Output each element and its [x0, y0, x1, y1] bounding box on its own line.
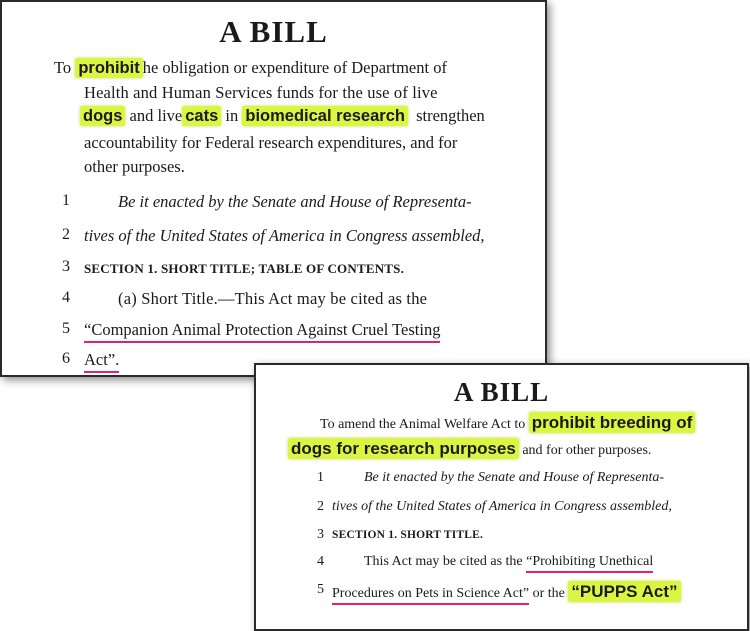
section-heading: SECTION 1. SHORT TITLE. [332, 529, 484, 541]
underline-act-name-end: Act”. [84, 350, 119, 373]
preamble-line-2: dogs for research purposes and for other purposes. [288, 439, 651, 459]
highlight-biomedical-research: biomedical research [242, 106, 408, 126]
line-number: 5 [317, 582, 324, 597]
preamble-line-2: Health and Human Services funds for the use of live [84, 83, 438, 102]
bill-title: A BILL [453, 377, 550, 407]
highlight-dogs-research: dogs for research purposes [288, 438, 519, 459]
line-number: 4 [62, 289, 70, 306]
underline-act-name: “Companion Animal Protection Against Cruel Testing [84, 320, 440, 343]
line-number: 3 [62, 258, 70, 275]
act-name-line-2 [84, 350, 119, 370]
enacting-clause-line-1: Be it enacted by the Senate and House of Representa- [364, 470, 664, 485]
bill-title: A BILL [219, 14, 328, 49]
line-number: 1 [317, 470, 324, 485]
highlight-prohibit-breeding: prohibit breeding of [529, 412, 696, 433]
line-number: 5 [62, 320, 70, 337]
bill-excerpt-1 [0, 0, 547, 377]
line-number: 4 [317, 554, 324, 569]
line-number: 3 [317, 527, 324, 542]
section-heading: SECTION 1. SHORT TITLE; TABLE OF CONTENTS. [84, 261, 405, 276]
preamble-line-5: other purposes. [84, 157, 185, 176]
enacting-clause-line-1: Be it enacted by the Senate and House of Representa- [118, 192, 472, 211]
highlight-pupps-act: “PUPPS Act” [568, 581, 680, 602]
short-title-line-2: Procedures on Pets in Science Act” or the “PUPPS Act” [332, 582, 681, 602]
preamble-line-1: To prohibit he obligation or expenditure of Department of [54, 58, 447, 77]
bill-excerpt-2 [254, 363, 749, 631]
highlight-prohibit: prohibit [75, 58, 142, 78]
preamble-line-3: dogs and live cats in biomedical research strengthen [80, 106, 485, 126]
enacting-clause-line-2: tives of the United States of America in Congress assembled, [84, 226, 485, 245]
underline-act-name: “Prohibiting Unethical [526, 554, 653, 573]
line-number: 2 [62, 226, 70, 243]
line-number: 1 [62, 192, 70, 209]
line-number: 6 [62, 350, 70, 367]
underline-act-name-end: Procedures on Pets in Science Act” [332, 586, 529, 605]
enacting-clause-line-2: tives of the United States of America in Congress assembled, [332, 499, 672, 514]
line-number: 2 [317, 499, 324, 514]
short-title-line: (a) Short Title.—This Act may be cited as the [118, 289, 428, 308]
preamble-line-1: To amend the Animal Welfare Act to prohibit breeding of [320, 413, 695, 433]
preamble-line-4: accountability for Federal research expenditures, and for [84, 133, 458, 152]
highlight-dogs: dogs [80, 106, 125, 126]
short-title-line-1: This Act may be cited as the “Prohibiting Unethical [364, 554, 653, 570]
act-name-line-1 [84, 320, 440, 340]
highlight-cats: cats [182, 106, 221, 126]
